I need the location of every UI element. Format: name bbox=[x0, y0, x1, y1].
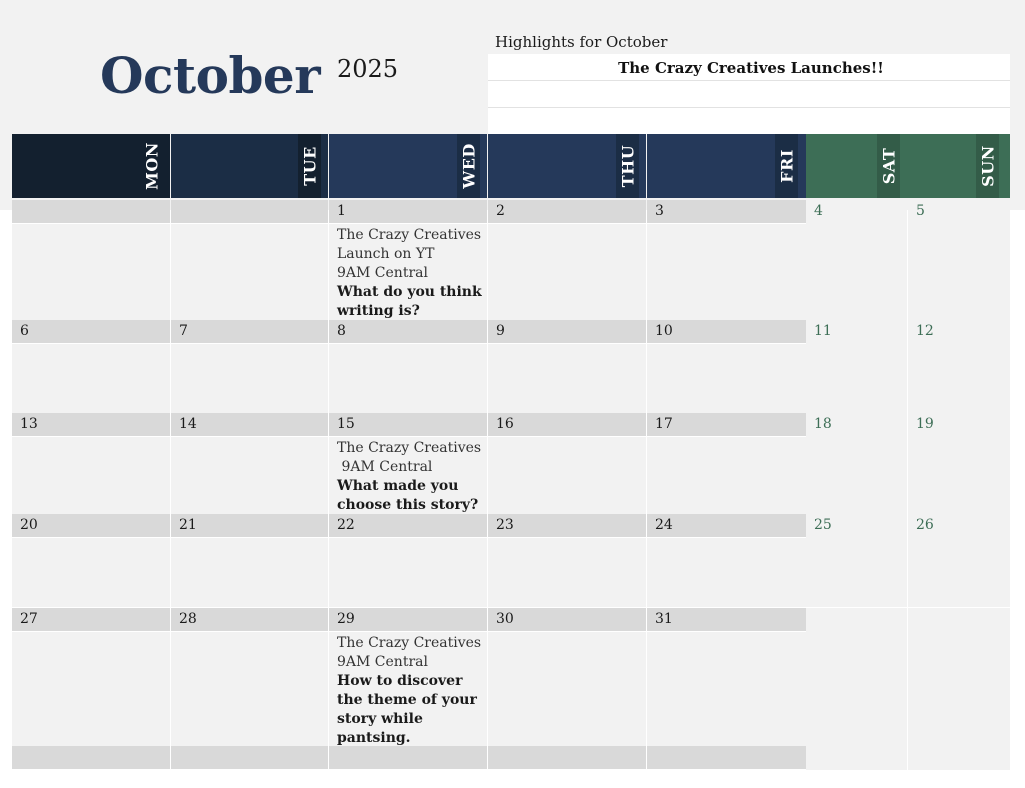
day-cell[interactable] bbox=[488, 200, 646, 320]
date-number bbox=[908, 608, 916, 631]
date-number: 22 bbox=[329, 514, 487, 537]
day-body bbox=[647, 632, 806, 746]
date-number bbox=[171, 746, 328, 769]
date-number: 5 bbox=[916, 203, 925, 219]
date-number bbox=[908, 746, 916, 769]
day-cell[interactable] bbox=[171, 200, 328, 320]
date-number: 1 bbox=[329, 200, 487, 223]
day-body bbox=[488, 344, 646, 413]
date-number: 25 bbox=[814, 517, 832, 533]
event-time: 9AM Central bbox=[337, 265, 428, 281]
day-cell[interactable] bbox=[329, 413, 487, 514]
day-cell[interactable] bbox=[329, 746, 487, 770]
date-number bbox=[12, 200, 170, 223]
day-cell[interactable] bbox=[329, 320, 487, 413]
highlights-box bbox=[488, 54, 1010, 134]
header-thu bbox=[488, 134, 646, 198]
day-tag bbox=[140, 134, 163, 198]
date-number: 29 bbox=[329, 608, 487, 631]
day-cell[interactable] bbox=[171, 608, 328, 746]
date-number: 21 bbox=[171, 514, 328, 537]
date-number: 23 bbox=[488, 514, 646, 537]
date-number: 18 bbox=[814, 416, 832, 432]
date-number: 11 bbox=[814, 323, 832, 339]
event-oct-1[interactable] bbox=[337, 226, 483, 321]
header-mon bbox=[12, 134, 170, 198]
date-number: 7 bbox=[171, 320, 328, 343]
week-row bbox=[12, 320, 1010, 413]
day-cell[interactable] bbox=[806, 514, 907, 607]
day-body bbox=[647, 344, 806, 413]
date-number bbox=[488, 746, 646, 769]
day-label-mon: MON bbox=[142, 142, 161, 190]
day-cell[interactable] bbox=[908, 200, 1010, 320]
day-cell[interactable] bbox=[488, 514, 646, 607]
date-number: 15 bbox=[329, 413, 487, 436]
day-cell[interactable] bbox=[329, 514, 487, 607]
event-question: How to discover the theme of your story while pantsing. bbox=[337, 673, 477, 746]
date-number: 12 bbox=[916, 323, 934, 339]
date-number: 14 bbox=[171, 413, 328, 436]
event-subtitle: Launch on YT bbox=[337, 246, 435, 262]
day-body bbox=[12, 632, 170, 746]
day-tag bbox=[976, 134, 999, 198]
day-cell[interactable] bbox=[647, 413, 806, 514]
day-cell[interactable] bbox=[171, 413, 328, 514]
day-label-sun: SUN bbox=[978, 145, 997, 187]
month-title: October bbox=[100, 46, 321, 105]
event-time: 9AM Central bbox=[337, 459, 433, 475]
event-question: What made you choose this story? bbox=[337, 478, 479, 513]
day-cell[interactable] bbox=[806, 200, 907, 320]
week-row bbox=[12, 200, 1010, 320]
highlights-divider bbox=[488, 80, 1010, 81]
day-cell[interactable] bbox=[806, 608, 907, 746]
day-body bbox=[647, 437, 806, 514]
day-body bbox=[329, 344, 487, 413]
event-title: The Crazy Creatives bbox=[337, 227, 482, 243]
day-label-tue: TUE bbox=[300, 146, 319, 186]
header-wed bbox=[329, 134, 487, 198]
event-title: The Crazy Creatives bbox=[337, 635, 482, 651]
day-cell[interactable] bbox=[647, 320, 806, 413]
date-number: 31 bbox=[647, 608, 806, 631]
day-cell[interactable] bbox=[12, 200, 170, 320]
date-number: 16 bbox=[488, 413, 646, 436]
day-cell[interactable] bbox=[806, 320, 907, 413]
date-number: 4 bbox=[814, 203, 823, 219]
day-body bbox=[329, 437, 487, 514]
date-number: 9 bbox=[488, 320, 646, 343]
day-body bbox=[171, 344, 328, 413]
day-cell[interactable] bbox=[488, 746, 646, 770]
day-cell[interactable] bbox=[171, 514, 328, 607]
header-fri bbox=[647, 134, 806, 198]
day-label-fri: FRI bbox=[777, 149, 796, 183]
date-number: 10 bbox=[647, 320, 806, 343]
date-number: 28 bbox=[171, 608, 328, 631]
day-cell[interactable] bbox=[908, 413, 1010, 514]
event-oct-15[interactable] bbox=[337, 439, 483, 515]
day-body bbox=[12, 344, 170, 413]
day-body bbox=[488, 538, 646, 607]
week-row bbox=[12, 608, 1010, 746]
highlights-divider bbox=[488, 107, 1010, 108]
day-body bbox=[171, 538, 328, 607]
week-row bbox=[12, 746, 1010, 770]
day-body bbox=[329, 632, 487, 746]
header-sat bbox=[806, 134, 908, 198]
date-number bbox=[12, 746, 170, 769]
day-cell[interactable] bbox=[647, 514, 806, 607]
day-body bbox=[171, 437, 328, 514]
day-tag bbox=[298, 134, 321, 198]
date-number: 17 bbox=[647, 413, 806, 436]
day-label-thu: THU bbox=[618, 144, 637, 188]
date-number bbox=[806, 608, 814, 631]
day-cell[interactable] bbox=[647, 200, 806, 320]
day-cell[interactable] bbox=[488, 320, 646, 413]
day-tag bbox=[616, 134, 639, 198]
day-body bbox=[12, 437, 170, 514]
day-cell[interactable] bbox=[171, 320, 328, 413]
event-title: The Crazy Creatives bbox=[337, 440, 482, 456]
day-body bbox=[488, 632, 646, 746]
day-cell[interactable] bbox=[12, 413, 170, 514]
day-body bbox=[488, 224, 646, 320]
day-cell[interactable] bbox=[12, 608, 170, 746]
header-tue bbox=[171, 134, 328, 198]
day-cell[interactable] bbox=[329, 608, 487, 746]
date-number: 30 bbox=[488, 608, 646, 631]
day-cell[interactable] bbox=[647, 746, 806, 770]
date-number: 2 bbox=[488, 200, 646, 223]
year-label: 2025 bbox=[337, 55, 399, 83]
day-cell[interactable] bbox=[171, 746, 328, 770]
day-body bbox=[12, 538, 170, 607]
day-cell[interactable] bbox=[12, 320, 170, 413]
weekday-header bbox=[12, 134, 1010, 198]
date-number bbox=[171, 200, 328, 223]
date-number: 26 bbox=[916, 517, 934, 533]
date-number: 8 bbox=[329, 320, 487, 343]
date-number: 6 bbox=[12, 320, 170, 343]
day-cell[interactable] bbox=[908, 320, 1010, 413]
day-body bbox=[329, 538, 487, 607]
date-number: 19 bbox=[916, 416, 934, 432]
day-cell[interactable] bbox=[908, 608, 1010, 746]
day-cell[interactable] bbox=[806, 746, 907, 770]
date-number bbox=[806, 746, 814, 769]
day-body bbox=[12, 224, 170, 320]
day-body bbox=[647, 538, 806, 607]
day-cell[interactable] bbox=[908, 514, 1010, 607]
date-number bbox=[329, 746, 487, 769]
day-cell[interactable] bbox=[12, 514, 170, 607]
event-time: 9AM Central bbox=[337, 654, 428, 670]
date-number bbox=[647, 746, 806, 769]
event-question: What do you think writing is? bbox=[337, 284, 482, 319]
day-body bbox=[329, 224, 487, 320]
week-row bbox=[12, 413, 1010, 514]
day-cell[interactable] bbox=[647, 608, 806, 746]
week-row bbox=[12, 514, 1010, 608]
day-body bbox=[647, 224, 806, 320]
day-body bbox=[171, 224, 328, 320]
day-cell[interactable] bbox=[488, 413, 646, 514]
day-label-wed: WED bbox=[459, 143, 478, 189]
day-label-sat: SAT bbox=[879, 147, 898, 185]
highlights-title: Highlights for October bbox=[495, 33, 668, 51]
day-cell[interactable] bbox=[806, 413, 907, 514]
date-number: 20 bbox=[12, 514, 170, 537]
header-sun bbox=[908, 134, 1010, 198]
day-cell[interactable] bbox=[329, 200, 487, 320]
day-cell[interactable] bbox=[908, 746, 1010, 770]
date-number: 27 bbox=[12, 608, 170, 631]
day-tag bbox=[877, 134, 900, 198]
day-cell[interactable] bbox=[12, 746, 170, 770]
day-cell[interactable] bbox=[488, 608, 646, 746]
date-number: 3 bbox=[647, 200, 806, 223]
event-oct-29[interactable] bbox=[337, 634, 483, 748]
date-number: 24 bbox=[647, 514, 806, 537]
day-tag bbox=[775, 134, 798, 198]
day-body bbox=[171, 632, 328, 746]
day-tag bbox=[457, 134, 480, 198]
day-body bbox=[488, 437, 646, 514]
highlight-item[interactable]: The Crazy Creatives Launches!! bbox=[618, 59, 884, 77]
date-number: 13 bbox=[12, 413, 170, 436]
